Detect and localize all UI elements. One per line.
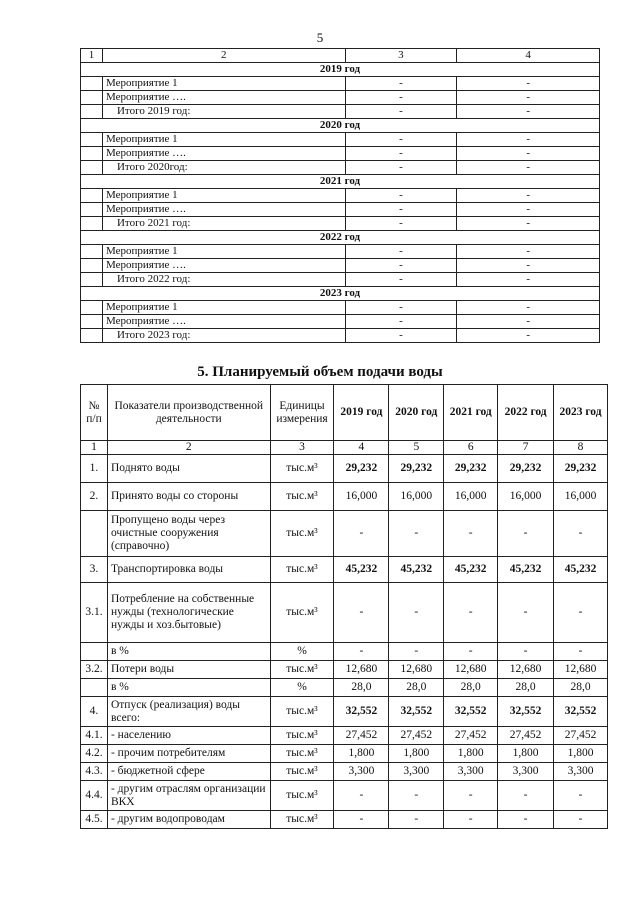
- table-row: [81, 745, 608, 763]
- value-cell: 3,300: [334, 763, 389, 781]
- empty-cell: [81, 77, 103, 91]
- value-cell: -: [554, 811, 608, 829]
- value-cell: -: [444, 511, 498, 557]
- value-cell: -: [334, 811, 389, 829]
- table-row: [81, 259, 600, 273]
- empty-cell: [81, 245, 103, 259]
- value-cell: -: [457, 329, 600, 343]
- row-number: 4.5.: [81, 811, 108, 829]
- table-row: [81, 763, 608, 781]
- value-cell: -: [389, 511, 444, 557]
- value-cell: -: [345, 147, 457, 161]
- value-cell: 29,232: [444, 455, 498, 483]
- value-cell: 45,232: [389, 557, 444, 583]
- value-cell: 45,232: [498, 557, 554, 583]
- value-cell: 1,800: [554, 745, 608, 763]
- measure-label: Мероприятие ….: [102, 259, 345, 273]
- index-cell: 1: [81, 441, 108, 455]
- value-cell: -: [457, 259, 600, 273]
- header-cell: 3: [345, 49, 457, 63]
- value-cell: -: [334, 781, 389, 811]
- water-supply-table: [80, 384, 608, 829]
- value-cell: 1,800: [444, 745, 498, 763]
- table-row: [81, 161, 600, 175]
- value-cell: -: [457, 189, 600, 203]
- index-cell: 3: [270, 441, 334, 455]
- table-row: [81, 315, 600, 329]
- value-cell: -: [457, 161, 600, 175]
- value-cell: -: [554, 511, 608, 557]
- value-cell: -: [345, 273, 457, 287]
- table-row: [81, 273, 600, 287]
- table-row: [81, 455, 608, 483]
- value-cell: -: [345, 329, 457, 343]
- year-label: 2022 год: [81, 231, 600, 245]
- row-number: 4.4.: [81, 781, 108, 811]
- value-cell: -: [444, 643, 498, 661]
- table-row: [81, 91, 600, 105]
- value-cell: -: [554, 583, 608, 643]
- row-number: 4.: [81, 697, 108, 727]
- empty-cell: [81, 273, 103, 287]
- header-year: 2020 год: [389, 385, 444, 441]
- table-row: [81, 583, 608, 643]
- value-cell: -: [498, 643, 554, 661]
- value-cell: 29,232: [334, 455, 389, 483]
- header-cell: 1: [81, 49, 103, 63]
- row-unit: тыс.м³: [270, 811, 334, 829]
- year-label: 2021 год: [81, 175, 600, 189]
- row-unit: тыс.м³: [270, 727, 334, 745]
- row-unit: тыс.м³: [270, 745, 334, 763]
- value-cell: 27,452: [554, 727, 608, 745]
- value-cell: -: [345, 161, 457, 175]
- value-cell: 27,452: [389, 727, 444, 745]
- page-number: 5: [316, 30, 324, 45]
- row-number: 3.: [81, 557, 108, 583]
- row-label: Отпуск (реализация) воды всего:: [107, 697, 270, 727]
- year-row: [81, 287, 600, 301]
- measure-label: Мероприятие ….: [102, 315, 345, 329]
- table-row: [81, 301, 600, 315]
- measure-label: Итого 2019 год:: [102, 105, 345, 119]
- value-cell: -: [389, 811, 444, 829]
- index-cell: 7: [498, 441, 554, 455]
- row-number: 2.: [81, 483, 108, 511]
- value-cell: -: [457, 203, 600, 217]
- index-cell: 5: [389, 441, 444, 455]
- value-cell: 29,232: [498, 455, 554, 483]
- empty-cell: [81, 91, 103, 105]
- row-label: - прочим потребителям: [107, 745, 270, 763]
- table-row: [81, 679, 608, 697]
- value-cell: -: [457, 301, 600, 315]
- row-label: в %: [107, 679, 270, 697]
- empty-cell: [81, 315, 103, 329]
- value-cell: 27,452: [334, 727, 389, 745]
- value-cell: 32,552: [334, 697, 389, 727]
- index-cell: 8: [554, 441, 608, 455]
- value-cell: -: [345, 77, 457, 91]
- value-cell: -: [457, 147, 600, 161]
- value-cell: -: [498, 511, 554, 557]
- table-row: [81, 697, 608, 727]
- row-unit: %: [270, 643, 334, 661]
- value-cell: -: [444, 781, 498, 811]
- value-cell: 16,000: [444, 483, 498, 511]
- value-cell: 28,0: [498, 679, 554, 697]
- empty-cell: [81, 329, 103, 343]
- table-row: [81, 661, 608, 679]
- measure-label: Итого 2021 год:: [102, 217, 345, 231]
- row-number: 1.: [81, 455, 108, 483]
- index-cell: 6: [444, 441, 498, 455]
- empty-cell: [81, 203, 103, 217]
- value-cell: -: [389, 781, 444, 811]
- value-cell: 12,680: [554, 661, 608, 679]
- table-row: [81, 511, 608, 557]
- table-row: [81, 811, 608, 829]
- header-year: 2022 год: [498, 385, 554, 441]
- table-row: [81, 105, 600, 119]
- year-row: [81, 231, 600, 245]
- value-cell: 28,0: [444, 679, 498, 697]
- section-title: 5. Планируемый объем подачи воды: [197, 364, 443, 380]
- value-cell: 16,000: [498, 483, 554, 511]
- empty-cell: [81, 161, 103, 175]
- table-row: [81, 147, 600, 161]
- value-cell: 3,300: [498, 763, 554, 781]
- table-row: [81, 77, 600, 91]
- index-row: [81, 441, 608, 455]
- measure-label: Мероприятие 1: [102, 133, 345, 147]
- value-cell: -: [457, 273, 600, 287]
- row-label: Потери воды: [107, 661, 270, 679]
- table-row: [81, 245, 600, 259]
- value-cell: -: [389, 643, 444, 661]
- header-units: Единицы измерения: [270, 385, 334, 441]
- empty-cell: [81, 217, 103, 231]
- row-number: [81, 679, 108, 697]
- value-cell: -: [334, 583, 389, 643]
- row-number: 3.1.: [81, 583, 108, 643]
- header-year: 2021 год: [444, 385, 498, 441]
- row-unit: тыс.м³: [270, 781, 334, 811]
- measure-label: Мероприятие 1: [102, 245, 345, 259]
- row-number: [81, 511, 108, 557]
- value-cell: 3,300: [554, 763, 608, 781]
- table-row: [81, 643, 608, 661]
- value-cell: 12,680: [444, 661, 498, 679]
- value-cell: -: [345, 259, 457, 273]
- empty-cell: [81, 147, 103, 161]
- value-cell: 45,232: [554, 557, 608, 583]
- row-number: 4.1.: [81, 727, 108, 745]
- year-label: 2019 год: [81, 63, 600, 77]
- table-header-row: [81, 385, 608, 441]
- measure-label: Мероприятие ….: [102, 147, 345, 161]
- row-unit: тыс.м³: [270, 511, 334, 557]
- row-label: Транспортировка воды: [107, 557, 270, 583]
- row-label: - бюджетной сфере: [107, 763, 270, 781]
- empty-cell: [81, 105, 103, 119]
- header-indicator: Показатели производственной деятельности: [107, 385, 270, 441]
- value-cell: -: [498, 583, 554, 643]
- value-cell: -: [389, 583, 444, 643]
- value-cell: -: [345, 91, 457, 105]
- row-label: - другим отраслям организации ВКХ: [107, 781, 270, 811]
- value-cell: 32,552: [389, 697, 444, 727]
- empty-cell: [81, 133, 103, 147]
- value-cell: -: [457, 217, 600, 231]
- value-cell: 28,0: [389, 679, 444, 697]
- empty-cell: [81, 301, 103, 315]
- row-unit: %: [270, 679, 334, 697]
- row-label: - населению: [107, 727, 270, 745]
- value-cell: -: [444, 583, 498, 643]
- table-row: [81, 329, 600, 343]
- value-cell: -: [334, 643, 389, 661]
- table-row: [81, 203, 600, 217]
- value-cell: 12,680: [334, 661, 389, 679]
- table-row: [81, 217, 600, 231]
- header-num: № п/п: [81, 385, 108, 441]
- value-cell: -: [498, 781, 554, 811]
- value-cell: -: [444, 811, 498, 829]
- value-cell: 29,232: [389, 455, 444, 483]
- value-cell: 1,800: [498, 745, 554, 763]
- row-number: 4.3.: [81, 763, 108, 781]
- table-row: [81, 483, 608, 511]
- measure-label: Мероприятие ….: [102, 203, 345, 217]
- value-cell: -: [345, 105, 457, 119]
- value-cell: -: [345, 189, 457, 203]
- row-unit: тыс.м³: [270, 557, 334, 583]
- value-cell: -: [457, 105, 600, 119]
- measure-label: Мероприятие 1: [102, 189, 345, 203]
- value-cell: -: [457, 315, 600, 329]
- value-cell: -: [457, 91, 600, 105]
- value-cell: -: [345, 217, 457, 231]
- measures-table: [80, 48, 600, 343]
- table-row: [81, 189, 600, 203]
- table-row: [81, 557, 608, 583]
- empty-cell: [81, 189, 103, 203]
- header-cell: 2: [102, 49, 345, 63]
- value-cell: -: [345, 315, 457, 329]
- value-cell: 3,300: [444, 763, 498, 781]
- year-label: 2020 год: [81, 119, 600, 133]
- row-number: 3.2.: [81, 661, 108, 679]
- value-cell: 28,0: [334, 679, 389, 697]
- value-cell: -: [457, 77, 600, 91]
- measure-label: Мероприятие ….: [102, 91, 345, 105]
- value-cell: -: [345, 203, 457, 217]
- row-label: Потребление на собственные нужды (технологические нужды и хоз.бытовые): [107, 583, 270, 643]
- value-cell: 16,000: [389, 483, 444, 511]
- value-cell: 1,800: [389, 745, 444, 763]
- value-cell: 16,000: [334, 483, 389, 511]
- table-row: [81, 133, 600, 147]
- value-cell: 32,552: [554, 697, 608, 727]
- measure-label: Мероприятие 1: [102, 301, 345, 315]
- value-cell: 27,452: [498, 727, 554, 745]
- value-cell: -: [345, 301, 457, 315]
- row-unit: тыс.м³: [270, 483, 334, 511]
- value-cell: 3,300: [389, 763, 444, 781]
- value-cell: 28,0: [554, 679, 608, 697]
- year-row: [81, 63, 600, 77]
- table-header-row: [81, 49, 600, 63]
- header-year: 2019 год: [334, 385, 389, 441]
- table-row: [81, 781, 608, 811]
- measure-label: Итого 2023 год:: [102, 329, 345, 343]
- header-cell: 4: [457, 49, 600, 63]
- row-unit: тыс.м³: [270, 763, 334, 781]
- year-row: [81, 175, 600, 189]
- measure-label: Итого 2022 год:: [102, 273, 345, 287]
- row-number: [81, 643, 108, 661]
- value-cell: 16,000: [554, 483, 608, 511]
- value-cell: -: [345, 133, 457, 147]
- value-cell: 32,552: [498, 697, 554, 727]
- header-year: 2023 год: [554, 385, 608, 441]
- value-cell: -: [457, 245, 600, 259]
- row-label: Принято воды со стороны: [107, 483, 270, 511]
- row-unit: тыс.м³: [270, 697, 334, 727]
- row-label: Пропущено воды через очистные сооружения (справочно): [107, 511, 270, 557]
- value-cell: -: [498, 811, 554, 829]
- value-cell: -: [554, 781, 608, 811]
- year-row: [81, 119, 600, 133]
- row-unit: тыс.м³: [270, 661, 334, 679]
- value-cell: 29,232: [554, 455, 608, 483]
- value-cell: 45,232: [334, 557, 389, 583]
- value-cell: 12,680: [498, 661, 554, 679]
- measure-label: Итого 2020год:: [102, 161, 345, 175]
- value-cell: 27,452: [444, 727, 498, 745]
- index-cell: 2: [107, 441, 270, 455]
- value-cell: 1,800: [334, 745, 389, 763]
- value-cell: -: [345, 245, 457, 259]
- index-cell: 4: [334, 441, 389, 455]
- value-cell: -: [457, 133, 600, 147]
- table-row: [81, 727, 608, 745]
- year-label: 2023 год: [81, 287, 600, 301]
- empty-cell: [81, 259, 103, 273]
- value-cell: -: [554, 643, 608, 661]
- value-cell: 12,680: [389, 661, 444, 679]
- row-label: - другим водопроводам: [107, 811, 270, 829]
- row-number: 4.2.: [81, 745, 108, 763]
- value-cell: 32,552: [444, 697, 498, 727]
- measure-label: Мероприятие 1: [102, 77, 345, 91]
- row-label: Поднято воды: [107, 455, 270, 483]
- row-label: в %: [107, 643, 270, 661]
- row-unit: тыс.м³: [270, 583, 334, 643]
- value-cell: -: [334, 511, 389, 557]
- row-unit: тыс.м³: [270, 455, 334, 483]
- value-cell: 45,232: [444, 557, 498, 583]
